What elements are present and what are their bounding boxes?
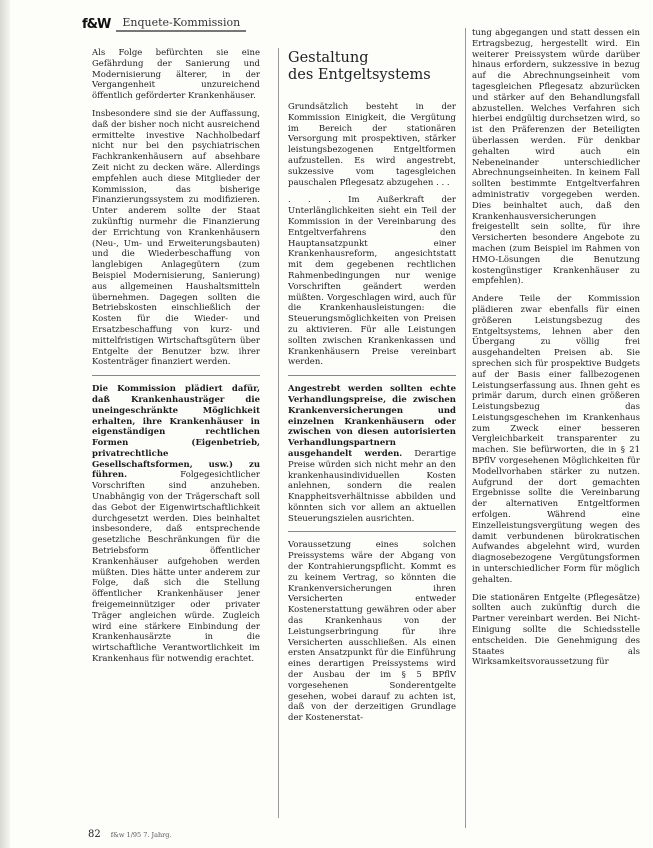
logo-main: f& xyxy=(82,17,97,32)
col2-paragraph-3-rest: Derartige Preise würden sich nicht mehr an den krankenhausindividuellen Kosten anlehnen, sondern die realen Knappheitsverhältnisse abbilden und könnten sich vor allem an aktuellen Steuerungszielen ausrichten. xyxy=(288,448,456,524)
col1-paragraph-3-rest: Folgegesichtlicher Vorschriften sind anzuheben. Unabhängig von der Trägerschaft soll das Gebot der Eigenwirtschaftlichkeit durchgesetzt werden. Dies beinhaltet insbesondere, daß entsprechende gesetzliche Beschränkungen für die Betriebsform öffentlicher Krankenhäuser aufgehoben werden müßten. Dies hätte unter anderem zur Folge, daß sich die Stellung öffentlicher Krankenhäuser jener freigemeinnütziger oder privater Träger angleichen würde. Zugleich wird eine stärkere Einbindung der Krankenhausärzte in die wirtschaftliche Verantwortlichkeit im Krankenhaus für notwendig erachtet. xyxy=(92,470,260,665)
col1-paragraph-3 xyxy=(92,384,260,665)
article-title xyxy=(288,50,456,84)
column-rule xyxy=(92,375,260,376)
col3-paragraph-2: Andere Teile der Kommission plädieren zwar ebenfalls für einen größeren Leistungsbezug des Entgeltsystems, lehnen aber den Übergang zu völlig frei ausgehandelten Preisen ab. Sie sprechen sich für prospektive Budgets auf der Basis einer fallbezogenen Leistungserfassung aus. Ihnen geht es primär darum, durch einen größeren Leistungsbezug das Leistungsgeschehen im Krankenhaus zum Zweck einer besseren Vergleichbarkeit transparenter zu machen. Sie befürworten, die in § 21 BPflV vorgesehenen Möglichkeiten für Modellvorhaben stärker zu nutzen. Aufgrund der dort gemachten Ergebnisse sollte die Vereinbarung der alternativen Entgeltformen erfolgen. Während eine Einzelleistungsvergütung wegen des damit verbundenen bürokratischen Aufwandes abgelehnt wird, wurden diagnosebezogene Vergütungsformen in unterschiedlicher Form für möglich gehalten. xyxy=(472,294,640,585)
col2-paragraph-3 xyxy=(288,384,456,524)
col1-paragraph-1: Als Folge befürchten sie eine Gefährdung der Sanierung und Modernisierung älterer, in der Vergangenheit unzureichend öffentlich geförderter Krankenhäuser. xyxy=(92,48,260,102)
col2-paragraph-4: Voraussetzung eines solchen Preissystems wäre der Abgang von der Kontrahierungspflicht. Kommt es zu keinem Vertrag, so könnten die Krankenversicherungen ihren Versicherten entweder Kostenerstattung gewähren oder aber das Krankenhaus von der Leistungserbringung für ihre Versicherten ausschließen. Als einen ersten Ansatzpunkt für die Einführung eines derartigen Preissystems wird der Ausbau der im § 5 BPflV vorgesehenen Sonderentgelte gesehen, wobei darauf zu achten ist, daß von der derzeitigen Grundlage der Kostenerstat- xyxy=(288,540,456,724)
column-divider-1 xyxy=(278,48,279,818)
col2-paragraph-2: . . . Im Außerkraft der Unterlänglichkeiten sieht ein Teil der Kommission in der Vereinbarung des Entgeltverfahrens den Hauptansatzpunkt einer Krankenhausreform, angesichtstatt mit dem gegebenen rechtlichen Rahmenbedingungen nur wenige Vorschriften geändert werden müßten. Vorgeschlagen wird, auch für die Krankenhausleistungen: die Steuerungsmöglichkeiten von Preisen zu aktivieren. Für alle Leistungen sollten zwischen Krankenkassen und Krankenhäusern Preise vereinbart werden. xyxy=(288,195,456,368)
column-rule xyxy=(288,375,456,376)
column-divider-2 xyxy=(465,28,466,828)
page-footer xyxy=(88,829,172,840)
article-title-line-2: des Entgeltsystems xyxy=(288,67,431,83)
col2-bold-passage: Angestrebt werden sollten echte Verhandlungspreise, die zwischen Krankenversicherungen und einzelnen Krankenhäusern oder zwischen von diesen autorisierten Verhandlungspartnern ausgehandelt werden. xyxy=(288,384,456,459)
logo-suffix: W xyxy=(97,17,111,32)
text-column-1 xyxy=(92,48,260,808)
col3-paragraph-3: Die stationären Entgelte (Pflegesätze) sollten auch zukünftig durch die Partner vereinbart werden. Bei Nicht-Einigung sollte die Schiedsstelle entscheiden. Die Genehmigung des Staates als Wirksamkeitsvoraussetzung für xyxy=(472,592,640,668)
col2-paragraph-1: Grundsätzlich besteht in der Kommission Einigkeit, die Vergütung im Bereich der stationären Versorgung mit prospektiven, stärker leistungsbezogenen Entgeltformen aufzustellen. Es wird angestrebt, sukzessive vom tagesgleichen pauschalen Pflegesatz abzugehen . . . xyxy=(288,102,456,188)
journal-logo xyxy=(82,13,110,33)
page-spine-shadow xyxy=(0,0,10,848)
col3-paragraph-1: tung abgegangen und statt dessen ein Ertragsbezug, hergestellt wird. Ein weiterer Preissystem würde darüber hinaus erfordern, sukzessive in bezug auf die Abrechnungseinheit vom tagesgleichen Pflegesatz abzurücken und stärker auf den Behandlungsfall abzustellen. Welches Verfahren sich hierbei endgültig durchsetzen wird, so ist den Präferenzen der Beteiligten überlassen werden. Für denkbar gehalten wird auch ein Nebeneinander unterschiedlicher Abrechnungseinheiten. In keinem Fall sollten bestimmte Entgeltverfahren administrativ vorgegeben werden. Dies beinhaltet auch, daß den Krankenhausversicherungen freigestellt sein sollte, für ihre Versicherten besondere Angebote zu machen (zum Beispiel im Rahmen von HMO-Lösungen die Benutzung kostengünstiger Krankenhäuser zu empfehlen). xyxy=(472,28,640,287)
page-number: 82 xyxy=(88,829,101,840)
column-rule xyxy=(288,531,456,532)
section-title: Enquete-Kommission xyxy=(116,15,246,32)
col1-paragraph-2: Insbesondere sind sie der Auffassung, daß der bisher noch nicht ausreichend ermittelte investive Nachholbedarf nicht nur bei den psychiatrischen Fachkrankenhäusern auf absehbare Zeit nicht zu decken wäre. Allerdings empfehlen auch diese Mitglieder der Kommission, das bisherige Finanzierungssystem zu modifizieren. Unter anderem sollte der Staat zukünftig nurmehr die Finanzierung der Errichtung von Krankenhäusern (Neu-, Um- und Erweiterungsbauten) und die Wiederbeschaffung von langlebigen Anlagegütern (zum Beispiel Modernisierung, Sanierung) aus allgemeinen Haushaltsmitteln übernehmen. Dagegen sollten die Betriebskosten einschließlich der Kosten für die Wieder- und Ersatzbeschaffung von kurz- und mittelfristigen Wirtschaftsgütern über Entgelte der Benutzer bzw. ihrer Kostenträger finanziert werden. xyxy=(92,108,260,368)
footer-source: f&w 1/95 7. Jahrg. xyxy=(110,830,172,839)
text-column-2 xyxy=(288,48,456,828)
text-column-3 xyxy=(472,28,640,828)
col1-bold-passage: Die Kommission plädiert dafür, daß Krankenhausträger die uneingeschränkte Möglichkeit erhalten, ihre Krankenhäuser in eigenständigen rechtlichen Formen (Eigenbetrieb, privatrechtliche Gesellschaftsformen, usw.) zu führen. xyxy=(92,384,260,481)
article-title-line-1: Gestaltung xyxy=(288,50,369,66)
